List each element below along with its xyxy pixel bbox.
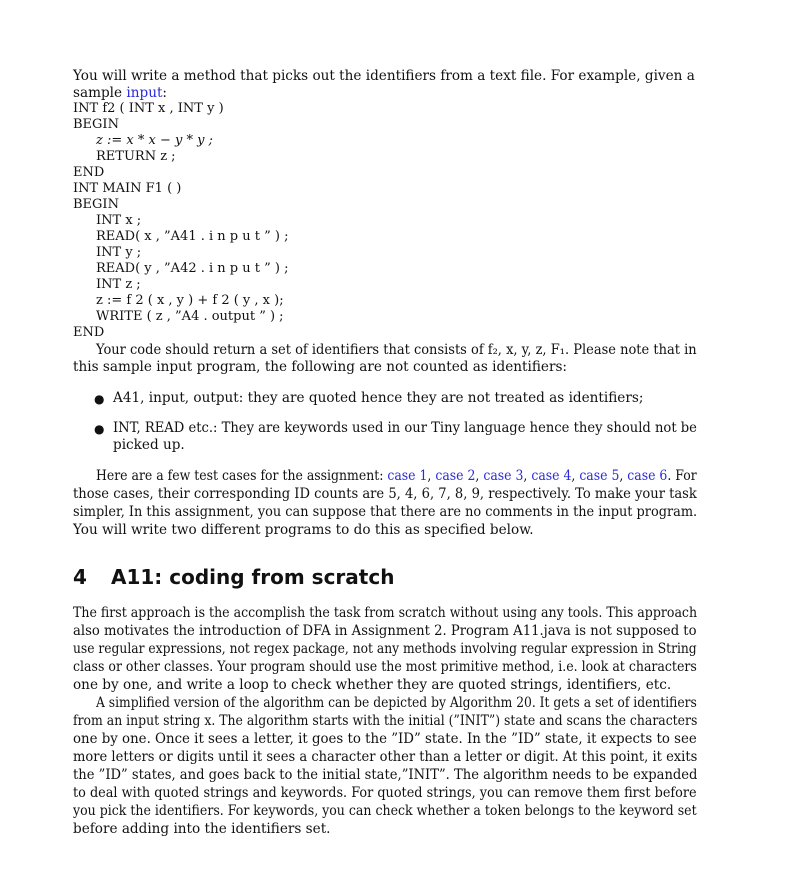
code-line: READ( y , ”A42 . i n p u t ” ) ; xyxy=(96,261,289,276)
paragraph-line: A simplified version of the algorithm can be depicted by Algorithm 20. It gets a set of identifiers xyxy=(96,695,697,711)
after-code-line-1: Your code should return a set of identifiers that consists of f₂, x, y, z, F₁. Please note that in xyxy=(96,342,697,358)
case-2-link[interactable]: case 2 xyxy=(435,468,476,484)
intro-line-1: You will write a method that picks out the identifiers from a text file. For example, given a xyxy=(73,68,695,84)
case-4-link[interactable]: case 4 xyxy=(531,468,572,484)
code-line: INT f2 ( INT x , INT y ) xyxy=(73,101,224,116)
code-line: INT y ; xyxy=(96,245,142,260)
code-line: INT x ; xyxy=(96,213,142,228)
paragraph-line: class or other classes. Your program should use the most primitive method, i.e. look at characters xyxy=(73,659,697,675)
bullet-dot: ● xyxy=(94,392,105,406)
paragraph-line: one by one. Once it sees a letter, it goes to the ”ID” state. In the ”ID” state, it expects to see xyxy=(73,731,697,747)
tests-prefix: Here are a few test cases for the assignment: xyxy=(96,468,388,484)
paragraph-line: the ”ID” states, and goes back to the initial state,”INIT”. The algorithm needs to be expanded xyxy=(73,767,698,783)
list-item: A41, input, output: they are quoted hence they are not treated as identifiers; xyxy=(113,390,644,406)
code-line: RETURN z ; xyxy=(96,149,176,164)
input-link[interactable]: input xyxy=(126,85,163,101)
code-line: INT MAIN F1 ( ) xyxy=(73,181,182,196)
after-code-line-2: this sample input program, the following are not counted as identifiers: xyxy=(73,359,568,375)
code-line: BEGIN xyxy=(73,197,119,212)
paragraph-line: The first approach is the accomplish the task from scratch without using any tools. This approach xyxy=(73,605,698,621)
case-6-link[interactable]: case 6 xyxy=(627,468,668,484)
tests-line-3: simpler, In this assignment, you can suppose that there are no comments in the input program. xyxy=(73,504,698,520)
paragraph-line: you pick the identifiers. For keywords, you can check whether a token belongs to the keyword set xyxy=(73,803,697,819)
bullet-dot: ● xyxy=(94,422,105,436)
paragraph-line: more letters or digits until it sees a character other than a letter or digit. At this point, it exits xyxy=(73,749,698,765)
code-line: INT z ; xyxy=(96,277,141,292)
code-line: BEGIN xyxy=(73,117,119,132)
tests-line-2: those cases, their corresponding ID counts are 5, 4, 6, 7, 8, 9, respectively. To make your task xyxy=(73,486,697,502)
paragraph-line: to deal with quoted strings and keywords. For quoted strings, you can remove them first before xyxy=(73,785,697,801)
section-title: A11: coding from scratch xyxy=(111,565,395,589)
code-line: z := f 2 ( x , y ) + f 2 ( y , x ); xyxy=(96,293,284,308)
paragraph-line: before adding into the identifiers set. xyxy=(73,821,331,837)
code-line: END xyxy=(73,165,105,180)
tests-line-4: You will write two different programs to do this as specified below. xyxy=(73,522,534,538)
tests-suffix: . For xyxy=(667,468,697,484)
case-1-link[interactable]: case 1 xyxy=(387,468,428,484)
intro-line-2-suffix: : xyxy=(162,85,168,101)
paragraph-line: use regular expressions, not regex package, not any methods involving regular expression in String xyxy=(73,641,697,657)
paragraph-line: one by one, and write a loop to check whether they are quoted strings, identifiers, etc. xyxy=(73,677,672,693)
list-item: INT, READ etc.: They are keywords used in our Tiny language hence they should not be xyxy=(113,420,697,436)
tests-line-1: Here are a few test cases for the assignment: case 1, case 2, case 3, case 4, case 5, case 6. For xyxy=(96,468,697,484)
section-number: 4 xyxy=(73,565,87,589)
case-3-link[interactable]: case 3 xyxy=(483,468,524,484)
case-5-link[interactable]: case 5 xyxy=(579,468,620,484)
list-item-continuation: picked up. xyxy=(113,437,185,453)
code-line: READ( x , ”A41 . i n p u t ” ) ; xyxy=(96,229,289,244)
intro-line-2-prefix: sample xyxy=(73,85,127,101)
code-line: z := x * x − y * y ; xyxy=(96,133,213,148)
code-line: WRITE ( z , ”A4 . output ” ) ; xyxy=(96,309,284,324)
paragraph-line: also motivates the introduction of DFA in Assignment 2. Program A11.java is not supposed to xyxy=(73,623,697,639)
code-line: END xyxy=(73,325,105,340)
paragraph-line: from an input string x. The algorithm starts with the initial (”INIT”) state and scans the characters xyxy=(73,713,698,729)
